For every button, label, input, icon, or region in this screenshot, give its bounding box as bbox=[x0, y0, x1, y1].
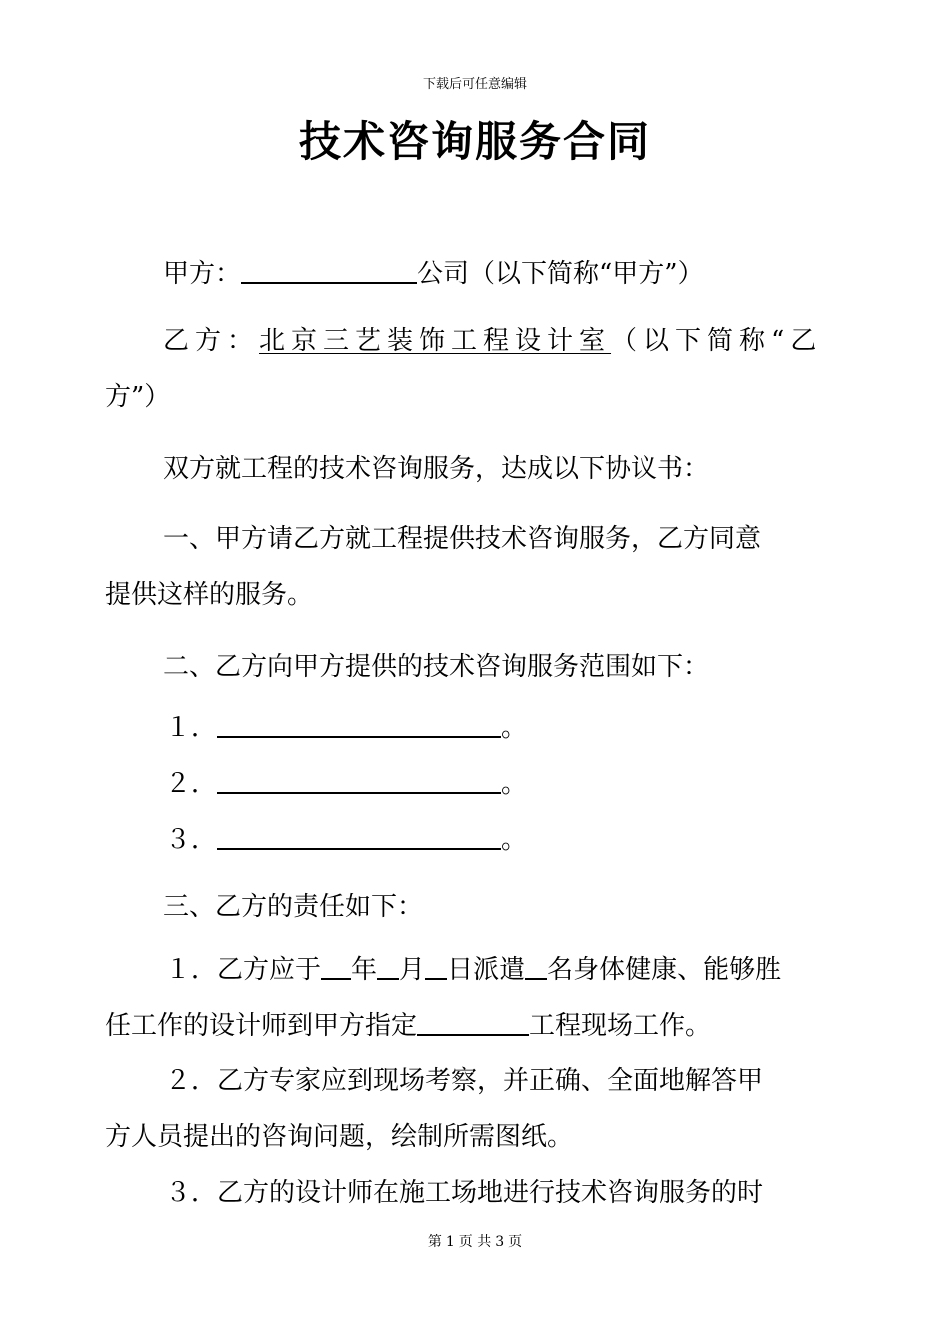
text-segment: 月 bbox=[399, 955, 426, 985]
item-blank bbox=[217, 764, 501, 794]
item-end: 。 bbox=[501, 713, 528, 743]
footer-mid: 页 共 bbox=[458, 1234, 492, 1250]
document-title: 技术咨询服务合同 bbox=[298, 117, 651, 166]
clause-3-heading: 三、乙方的责任如下： bbox=[163, 892, 424, 922]
party-b-line bbox=[163, 324, 850, 358]
clause-3-item-1-line-2 bbox=[105, 1004, 850, 1043]
party-b-line-2 bbox=[105, 380, 850, 414]
party-a-blank bbox=[241, 254, 417, 284]
month-blank bbox=[377, 950, 399, 980]
clause-1-line-1: 一、甲方请乙方就工程提供技术咨询服务，乙方同意 bbox=[163, 524, 762, 554]
party-b-suffix-2: 方”） bbox=[105, 382, 171, 412]
text-segment: 乙方应于 bbox=[217, 955, 322, 985]
clause-3-item-1-line-1 bbox=[165, 948, 910, 987]
item-blank bbox=[217, 820, 501, 850]
intro-paragraph: 双方就工程的技术咨询服务，达成以下协议书： bbox=[163, 454, 710, 484]
count-blank bbox=[525, 950, 547, 980]
page-footer bbox=[0, 1232, 950, 1252]
text-segment: 年 bbox=[351, 955, 378, 985]
item-number: ２． bbox=[165, 769, 218, 799]
party-b-name: 北京三艺装饰工程设计室 bbox=[259, 326, 612, 356]
party-a-line bbox=[163, 252, 850, 291]
clause-1-line-2: 提供这样的服务。 bbox=[105, 580, 314, 610]
item-end: 。 bbox=[501, 769, 528, 799]
item-blank bbox=[217, 708, 501, 738]
clause-2-item-2 bbox=[165, 762, 910, 801]
clause-2-item-1 bbox=[165, 706, 910, 745]
clause-2-heading: 二、乙方向甲方提供的技术咨询服务范围如下： bbox=[163, 652, 710, 682]
text-segment: 工程现场工作。 bbox=[529, 1011, 712, 1041]
item-end: 。 bbox=[501, 825, 528, 855]
item-number: １． bbox=[165, 713, 218, 743]
footer-prefix: 第 bbox=[427, 1234, 442, 1250]
text-segment: 日派遣 bbox=[447, 955, 526, 985]
item-number: ３． bbox=[165, 825, 218, 855]
text-segment: 任工作的设计师到甲方指定 bbox=[105, 1011, 418, 1041]
year-blank bbox=[321, 950, 351, 980]
clause-3-item-2-line-1: ２．乙方专家应到现场考察，并正确、全面地解答甲 bbox=[165, 1066, 764, 1096]
current-page-number: 1 bbox=[445, 1234, 455, 1250]
party-b-label: 乙方： bbox=[163, 326, 260, 356]
party-a-suffix: 公司（以下简称“甲方”） bbox=[417, 259, 704, 289]
item-number: １． bbox=[165, 955, 218, 985]
clause-3-item-3-line-1: ３．乙方的设计师在施工场地进行技术咨询服务的时 bbox=[165, 1178, 764, 1208]
header-note: 下载后可任意编辑 bbox=[422, 77, 527, 92]
site-blank bbox=[417, 1006, 529, 1036]
day-blank bbox=[425, 950, 447, 980]
clause-2-item-3 bbox=[165, 818, 910, 857]
clause-3-item-2-line-2: 方人员提出的咨询问题，绘制所需图纸。 bbox=[105, 1122, 574, 1152]
footer-suffix: 页 bbox=[508, 1234, 523, 1250]
party-a-label: 甲方： bbox=[163, 259, 242, 289]
total-page-number: 3 bbox=[495, 1234, 505, 1250]
text-segment: 名身体健康、能够胜 bbox=[547, 955, 782, 985]
party-b-suffix: （以下简称“乙 bbox=[611, 326, 823, 356]
